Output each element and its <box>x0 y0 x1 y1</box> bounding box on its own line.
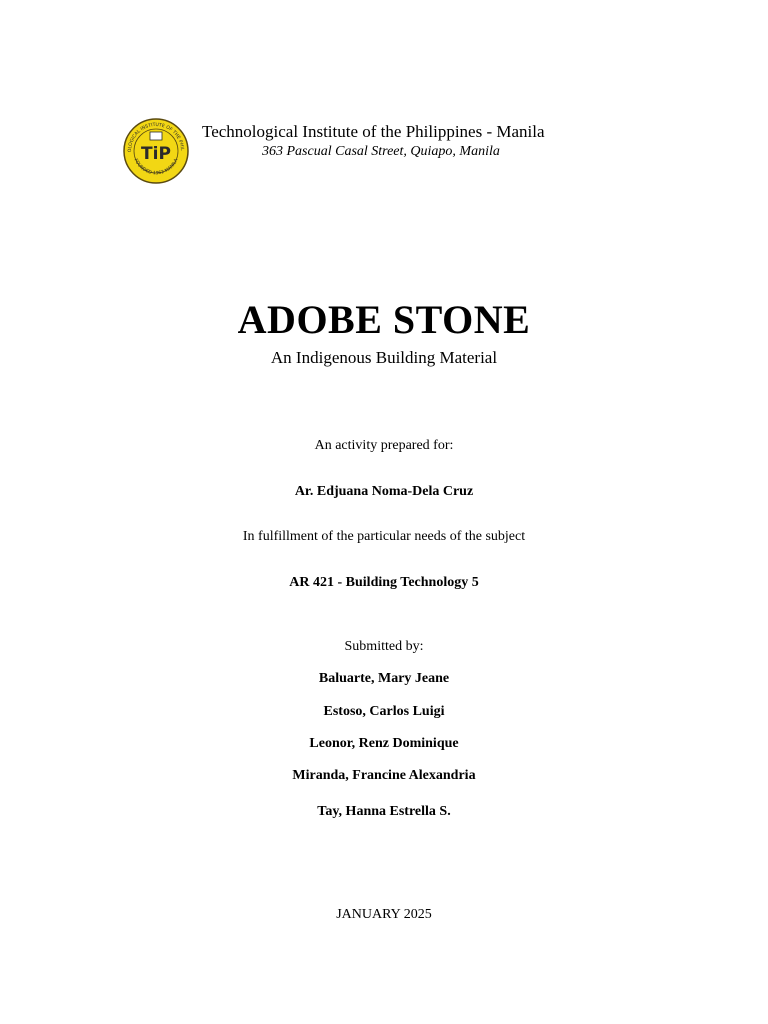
document-subtitle: An Indigenous Building Material <box>270 348 498 367</box>
fulfillment-text: In fulfillment of the particular needs of the subject <box>242 529 526 544</box>
author-name: Tay, Hanna Estrella S. <box>317 804 451 819</box>
institution-address: 363 Pascual Casal Street, Quiapo, Manila <box>262 144 500 159</box>
submission-date: JANUARY 2025 <box>336 907 432 922</box>
submitted-by-label: Submitted by: <box>344 639 424 654</box>
institution-name: Technological Institute of the Philippines - Manila <box>202 122 545 141</box>
svg-text:TiP: TiP <box>141 144 171 164</box>
instructor-name: Ar. Edjuana Noma-Dela Cruz <box>294 484 474 499</box>
author-name: Baluarte, Mary Jeane <box>318 671 450 686</box>
tip-seal-logo-icon <box>122 118 190 184</box>
author-name: Estoso, Carlos Luigi <box>323 704 445 719</box>
author-name: Miranda, Francine Alexandria <box>292 768 476 783</box>
subject-name: AR 421 - Building Technology 5 <box>289 575 479 590</box>
svg-text:FOUNDED 1962 MANILA: FOUNDED 1962 MANILA <box>132 158 180 177</box>
document-title: ADOBE STONE <box>237 297 531 342</box>
prepared-for-label: An activity prepared for: <box>314 438 454 453</box>
institution-header <box>120 116 640 186</box>
svg-text:TECHNOLOGICAL INSTITUTE OF THE: OLOGICAL INSTITUTE OF THE PHIL <box>127 122 185 153</box>
author-name: Leonor, Renz Dominique <box>309 736 459 751</box>
